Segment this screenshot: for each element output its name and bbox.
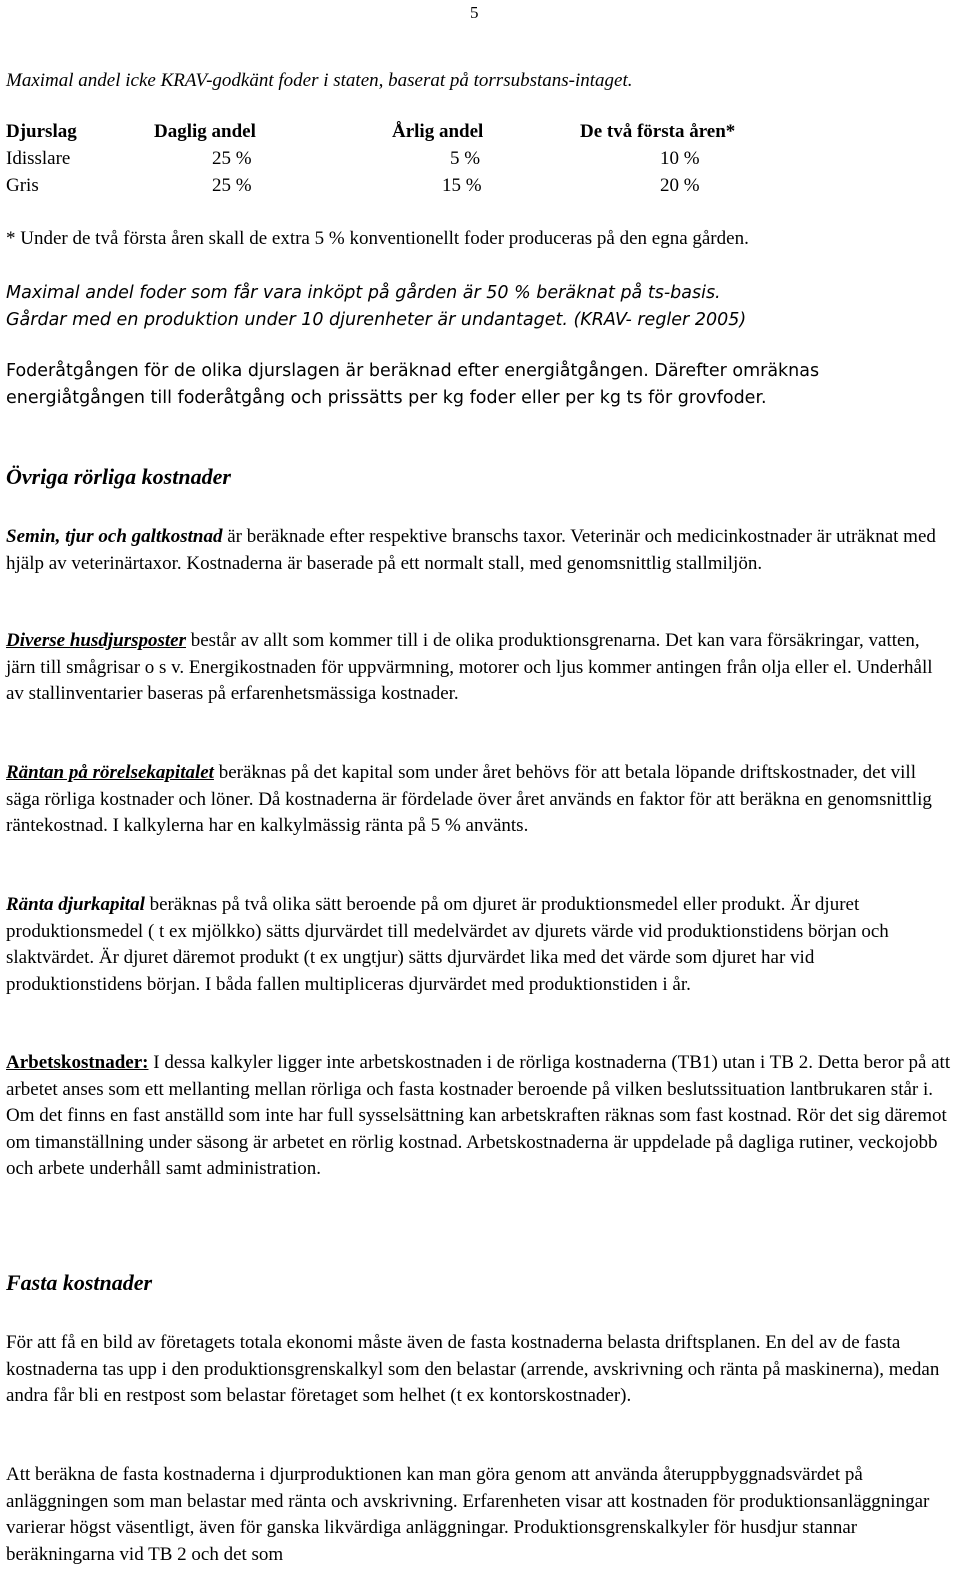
table-row — [6, 172, 840, 199]
feed-paragraph-text2: Därefter omräknas energiåtgången till foderåtgång och prissätts per kg foder eller per kg ts för grovfoder. — [6, 361, 820, 408]
krav-reference: (KRAV- regler 2005) — [573, 309, 747, 330]
krav-note — [6, 280, 952, 333]
table-cell-djurslag: Gris — [6, 175, 39, 196]
section-heading-variable-costs: Övriga rörliga kostnader — [6, 464, 231, 489]
krav-note-line2: Gårdar med en produktion under 10 djurenheter är undantaget. — [6, 309, 568, 330]
text-arbetskostnader: I dessa kalkyler ligger inte arbetskostnaden i de rörliga kostnaderna (TB1) utan i TB 2. Detta beror på att arbetet anses som ett mellanting mellan rörliga och fasta kostnader beroende på vilken beslutssituation lantbrukaren står i. Om det finns en fast anställd som inte har full sysselsättning kan arbetskraften räknas som fast kostnad. Rör det sig däremot om timanställning under säsong är arbetet en rörlig kostnad. Arbetskostnaderna är uppdelade på dagliga rutiner, veckojobb och arbete underhåll samt administration. — [6, 1052, 951, 1179]
intro-caption: Maximal andel icke KRAV-godkänt foder i staten, baserat på torrsubstans-intaget. — [6, 70, 633, 91]
text-ranta-djurkapital: beräknas på två olika sätt beroende på om djuret är produktionsmedel eller produkt. Är djuret produktionsmedel ( t ex mjölkko) sätts djurvärdet till medelvärdet av djurets värde vid produktionstidens början och slaktvärdet. Är djuret däremot produkt (t ex ungtjur) sätts djurvärdet lika med det värde som djuret har vid produktionstidens början. I båda fallen multipliceras djurvärdet med produktionstiden i år. — [6, 894, 889, 995]
table-cell-arlig: 15 % — [442, 175, 482, 196]
table-cell-daglig: 25 % — [212, 148, 252, 169]
page-number: 5 — [470, 3, 479, 22]
lead-ranta-djurkapital: Ränta djurkapital — [6, 894, 145, 915]
table-cell-daglig: 25 % — [212, 175, 252, 196]
text-semin: är beräknade efter respektive branschs taxor. Veterinär och medicinkostnader är uträknat med hjälp av veterinärtaxor. Kostnaderna är baserade på ett normalt stall, med genomsnittlig stallmiljön. — [6, 526, 936, 574]
lead-rantan: Räntan på rörelsekapitalet — [6, 762, 214, 783]
lead-arbetskostnader: Arbetskostnader: — [6, 1052, 149, 1073]
table-cell-forsta-aren: 10 % — [660, 148, 700, 169]
krav-note-line1: Maximal andel foder som får vara inköpt på gården är 50 % beräknat på ts-basis. — [6, 283, 721, 303]
section-heading-fixed-costs: Fasta kostnader — [6, 1270, 153, 1295]
table-cell-arlig: 5 % — [450, 148, 481, 169]
text-diverse: består av allt som kommer till i de olika produktionsgrenarna. Det kan vara försäkringar, vatten, järn till smågrisar o s v. Energikostnaden för uppvärmning, motorer och ljus kommer antingen från olja eller el. Underhåll av stallinventarier baseras på erfarenhetsmässiga kostnader. — [6, 630, 933, 704]
column-header-arlig-andel: Årlig andel — [392, 121, 484, 142]
paragraph-fixed-1: För att få en bild av företagets totala ekonomi måste även de fasta kostnaderna belasta driftsplanen. En del av de fasta kostnaderna tas upp i den produktionsgrenskalkyl som den belastar (arrende, avskrivning och ränta på maskinerna), medan andra får bli en restpost som belastar företaget som helhet (t ex kontorskostnader). — [6, 1332, 940, 1406]
paragraph-arbetskostnader — [6, 1050, 952, 1183]
feed-share-table — [6, 118, 840, 199]
footnote: * Under de två första åren skall de extra 5 % konventionellt foder produceras på den egna gården. — [6, 228, 749, 249]
lead-semin: Semin, tjur och galtkostnad — [6, 526, 223, 547]
lead-diverse: Diverse husdjursposter — [6, 630, 186, 651]
table-cell-forsta-aren: 20 % — [660, 175, 700, 196]
feed-paragraph — [6, 358, 952, 411]
column-header-forsta-aren: De två första åren* — [580, 121, 736, 142]
column-header-daglig-andel: Daglig andel — [154, 121, 256, 142]
feed-paragraph-text1: Foderåtgången för de olika djurslagen är beräknad efter energiåtgången. — [6, 361, 649, 381]
paragraph-semin — [6, 524, 952, 577]
paragraph-ranta-djurkapital — [6, 892, 952, 998]
text-rantan: beräknas på det kapital som under året behövs för att betala löpande driftskostnader, det vill säga rörliga kostnader och löner. Då kostnaderna är fördelade över året används en faktor för att beräkna en genomsnittlig räntekostnad. I kalkylerna har en kalkylmässig ränta på 5 % använts. — [6, 762, 932, 836]
paragraph-fixed-2: Att beräkna de fasta kostnaderna i djurproduktionen kan man göra genom att använda återuppbyggnadsvärdet på anläggningen som man belastar med ränta och avskrivning. Erfarenheten visar att kostnaden för produktionsanläggningar varierar högst väsentligt, även för ganska likvärdiga anläggningar. Produktionsgrenskalkyler för husdjur stannar beräkningarna vid TB 2 och det som — [6, 1464, 930, 1565]
krav-note-line2-wrap — [6, 307, 952, 334]
table-row — [6, 145, 840, 172]
paragraph-rantan — [6, 760, 952, 840]
table-header-row — [6, 118, 840, 145]
paragraph-diverse — [6, 628, 952, 708]
column-header-djurslag: Djurslag — [6, 121, 77, 142]
table-cell-djurslag: Idisslare — [6, 148, 71, 169]
